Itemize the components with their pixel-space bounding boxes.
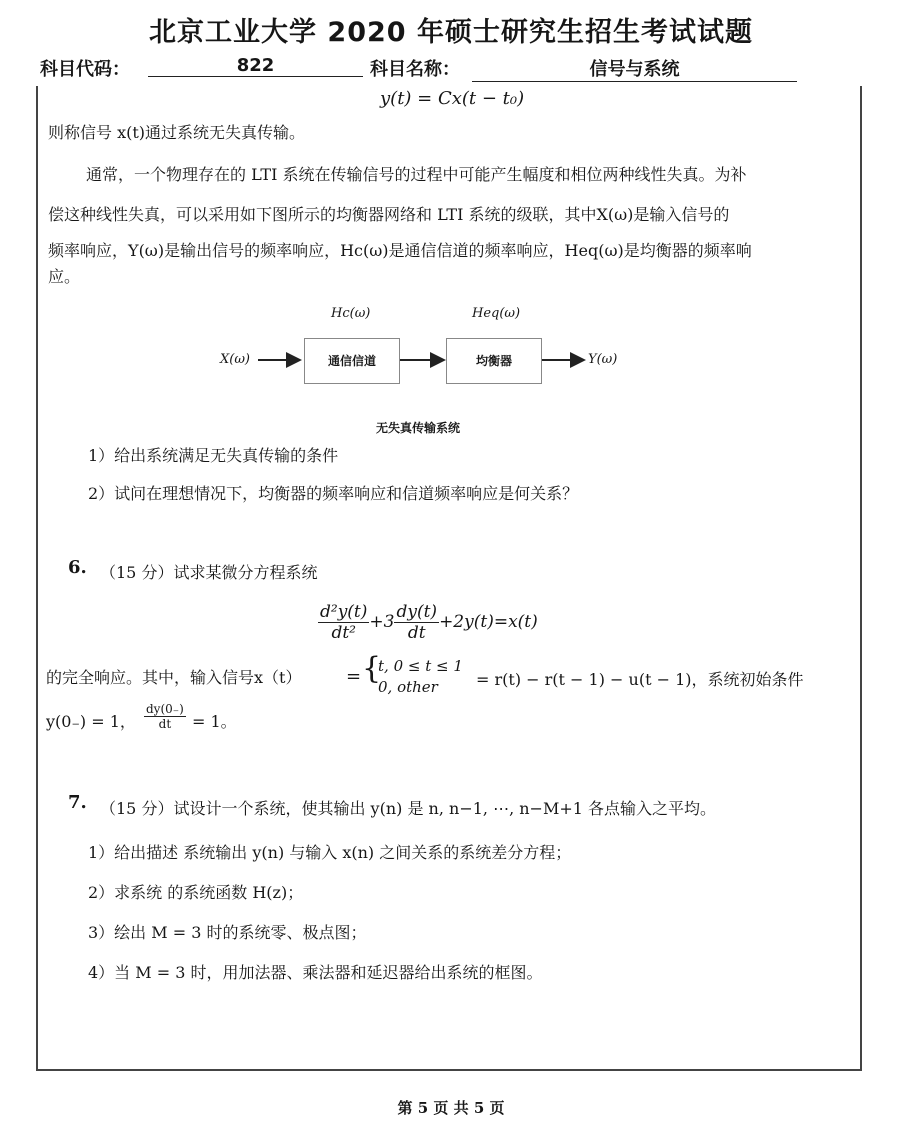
q6-title: （15 分）试求某微分方程系统 xyxy=(100,563,318,582)
eq-den1: dt² xyxy=(331,623,356,643)
eq-num2: dy(t) xyxy=(396,602,438,622)
exam-title: 北京工业大学 2020 年硕士研究生招生考试试题 xyxy=(149,17,753,48)
subject-name-value: 信号与系统 xyxy=(472,55,797,82)
q6-line-b: = r(t) − r(t − 1) − u(t − 1)，系统初始条件 xyxy=(476,670,804,689)
piecewise-case-2: 0, other xyxy=(378,678,438,696)
q6-initial-b: = 1。 xyxy=(192,712,237,731)
subject-code-label: 科目代码： xyxy=(40,59,130,80)
subject-name-label: 科目名称： xyxy=(370,59,460,80)
q6-initial-a: y(0₋) = 1， xyxy=(46,712,136,731)
q5-subquestion-1: 1）给出系统满足无失真传输的条件 xyxy=(88,446,339,465)
q6-number: 6. xyxy=(68,557,87,578)
q5-para-line: 通常，一个物理存在的 LTI 系统在传输信号的过程中可能产生幅度和相位两种线性失真。为补 xyxy=(86,165,747,184)
q5-para-line: 频率响应，Y(ω)是输出信号的频率响应，Hc(ω)是通信信道的频率响应，Heq(ω)是均衡器的频率响 xyxy=(48,241,752,260)
q7-item-1: 1）给出描述 系统输出 y(n) 与输入 x(n) 之间关系的系统差分方程； xyxy=(88,843,572,862)
init-num: dy(0₋) xyxy=(146,702,184,716)
q7-item-3: 3）绘出 M = 3 时的系统零、极点图； xyxy=(88,923,367,942)
equalizer-block: 均衡器 xyxy=(446,338,542,384)
q6-initial-derivative xyxy=(144,702,186,731)
piecewise-brace: { xyxy=(362,651,382,686)
channel-block: 通信信道 xyxy=(304,338,400,384)
init-den: dt xyxy=(158,717,172,731)
differential-equation xyxy=(318,602,538,643)
q5-subquestion-2: 2）试问在理想情况下，均衡器的频率响应和信道频率响应是何关系？ xyxy=(88,484,579,503)
eq-num1: d²y(t) xyxy=(320,602,368,622)
eq-plus3: +3 xyxy=(369,612,395,632)
q6-eq-sign: = xyxy=(346,666,362,687)
input-signal-label: X(ω) xyxy=(220,352,250,367)
q5-line1: 则称信号 x(t)通过系统无失真传输。 xyxy=(48,123,306,142)
q6-line-a: 的完全响应。其中，输入信号x（t） xyxy=(46,668,302,687)
subject-code-value: 822 xyxy=(148,55,363,77)
hc-label: Hc(ω) xyxy=(331,306,371,321)
q7-title: （15 分）试设计一个系统，使其输出 y(n) 是 n, n−1, ⋯, n−M+1 各点输入之平均。 xyxy=(100,799,717,818)
q5-para-line: 应。 xyxy=(48,267,81,286)
output-signal-label: Y(ω) xyxy=(588,352,618,367)
heq-label: Heq(ω) xyxy=(472,306,521,321)
piecewise-case-1: t, 0 ≤ t ≤ 1 xyxy=(378,657,463,675)
q7-item-2: 2）求系统 的系统函数 H(z)； xyxy=(88,883,304,902)
q5-para-line: 偿这种线性失真，可以采用如下图所示的均衡器网络和 LTI 系统的级联，其中X(ω)是输入信号的 xyxy=(48,205,730,224)
eq-den2: dt xyxy=(407,623,426,643)
q7-number: 7. xyxy=(68,792,87,813)
q7-item-4: 4）当 M = 3 时，用加法器、乘法器和延迟器给出系统的框图。 xyxy=(88,963,543,982)
distortionless-formula: y(t) = Cx(t − t₀) xyxy=(380,88,525,109)
diagram-caption: 无失真传输系统 xyxy=(376,421,461,435)
page-footer: 第 5 页 共 5 页 xyxy=(397,1099,505,1117)
eq-rest: +2y(t)=x(t) xyxy=(439,612,538,632)
